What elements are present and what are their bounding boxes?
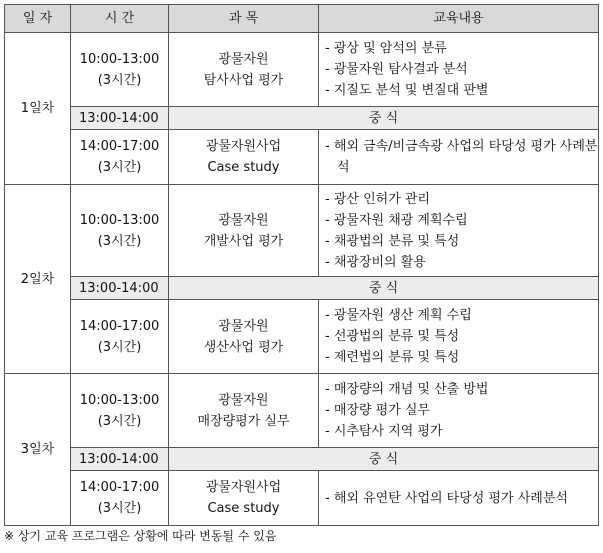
session-content — [319, 300, 599, 374]
list-item: - 광산 인허가 관리 — [325, 191, 430, 207]
lunch-label: 중 식 — [169, 277, 599, 300]
lunch-row — [5, 107, 599, 130]
lunch-row — [5, 448, 599, 471]
day-label: 1일차 — [5, 33, 71, 185]
session-subject: 광물자원사업 Case study — [169, 471, 319, 526]
table-row — [5, 300, 599, 374]
lunch-row — [5, 277, 599, 300]
footnote: ※ 상기 교육 프로그램은 상황에 따라 변동될 수 있음 — [4, 529, 277, 543]
list-item: - 채광장비의 활용 — [325, 254, 426, 270]
training-schedule-table — [4, 4, 599, 526]
table-row — [5, 185, 599, 277]
day-label: 2일차 — [5, 185, 71, 374]
session-content — [319, 374, 599, 448]
list-item: - 지질도 분석 및 변질대 판별 — [325, 83, 489, 98]
list-item: - 매장량의 개념 및 산출 방법 — [325, 382, 489, 397]
lunch-time: 13:00-14:00 — [71, 277, 169, 300]
list-item: - 광물자원 채광 계획수립 — [325, 212, 468, 228]
session-subject: 광물자원 개발사업 평가 — [169, 185, 319, 277]
list-item: - 선광법의 분류 및 특성 — [325, 329, 460, 344]
session-content — [319, 185, 599, 277]
session-time: 10:00-13:00 (3시간) — [71, 33, 169, 107]
session-time: 14:00-17:00 (3시간) — [71, 300, 169, 374]
session-time: 14:00-17:00 (3시간) — [71, 471, 169, 526]
list-item: - 매장량 평가 실무 — [325, 403, 430, 418]
lunch-time: 13:00-14:00 — [71, 448, 169, 471]
session-subject: 광물자원 생산사업 평가 — [169, 300, 319, 374]
header-day: 일 자 — [5, 5, 71, 33]
table-row — [5, 130, 599, 185]
header-content: 교육내용 — [319, 5, 599, 33]
session-subject: 광물자원사업 Case study — [169, 130, 319, 185]
list-item: - 시추탐사 지역 평가 — [325, 424, 443, 439]
list-item: - 해외 유연탄 사업의 타당성 평가 사례분석 — [325, 490, 568, 506]
list-item: - 채광법의 분류 및 특성 — [325, 233, 460, 249]
table-row — [5, 374, 599, 448]
session-content — [319, 471, 599, 526]
session-content — [319, 33, 599, 107]
list-item: - 광상 및 암석의 분류 — [325, 41, 447, 56]
session-content — [319, 130, 599, 185]
header-row — [5, 5, 599, 33]
header-subject: 과 목 — [169, 5, 319, 33]
session-subject: 광물자원 매장량평가 실무 — [169, 374, 319, 448]
day-label: 3일차 — [5, 374, 71, 526]
session-time: 10:00-13:00 (3시간) — [71, 185, 169, 277]
lunch-time: 13:00-14:00 — [71, 107, 169, 130]
table-row — [5, 33, 599, 107]
list-item: - 해외 금속/비금속광 사업의 타당성 평가 사례분석 — [325, 139, 598, 175]
session-subject: 광물자원 탐사사업 평가 — [169, 33, 319, 107]
lunch-label: 중 식 — [169, 107, 599, 130]
table-row — [5, 471, 599, 526]
header-time: 시 간 — [71, 5, 169, 33]
list-item: - 광물자원 생산 계획 수립 — [325, 308, 472, 323]
lunch-label: 중 식 — [169, 448, 599, 471]
session-time: 14:00-17:00 (3시간) — [71, 130, 169, 185]
list-item: - 광물자원 탐사결과 분석 — [325, 62, 468, 77]
session-time: 10:00-13:00 (3시간) — [71, 374, 169, 448]
list-item: - 제련법의 분류 및 특성 — [325, 350, 460, 365]
